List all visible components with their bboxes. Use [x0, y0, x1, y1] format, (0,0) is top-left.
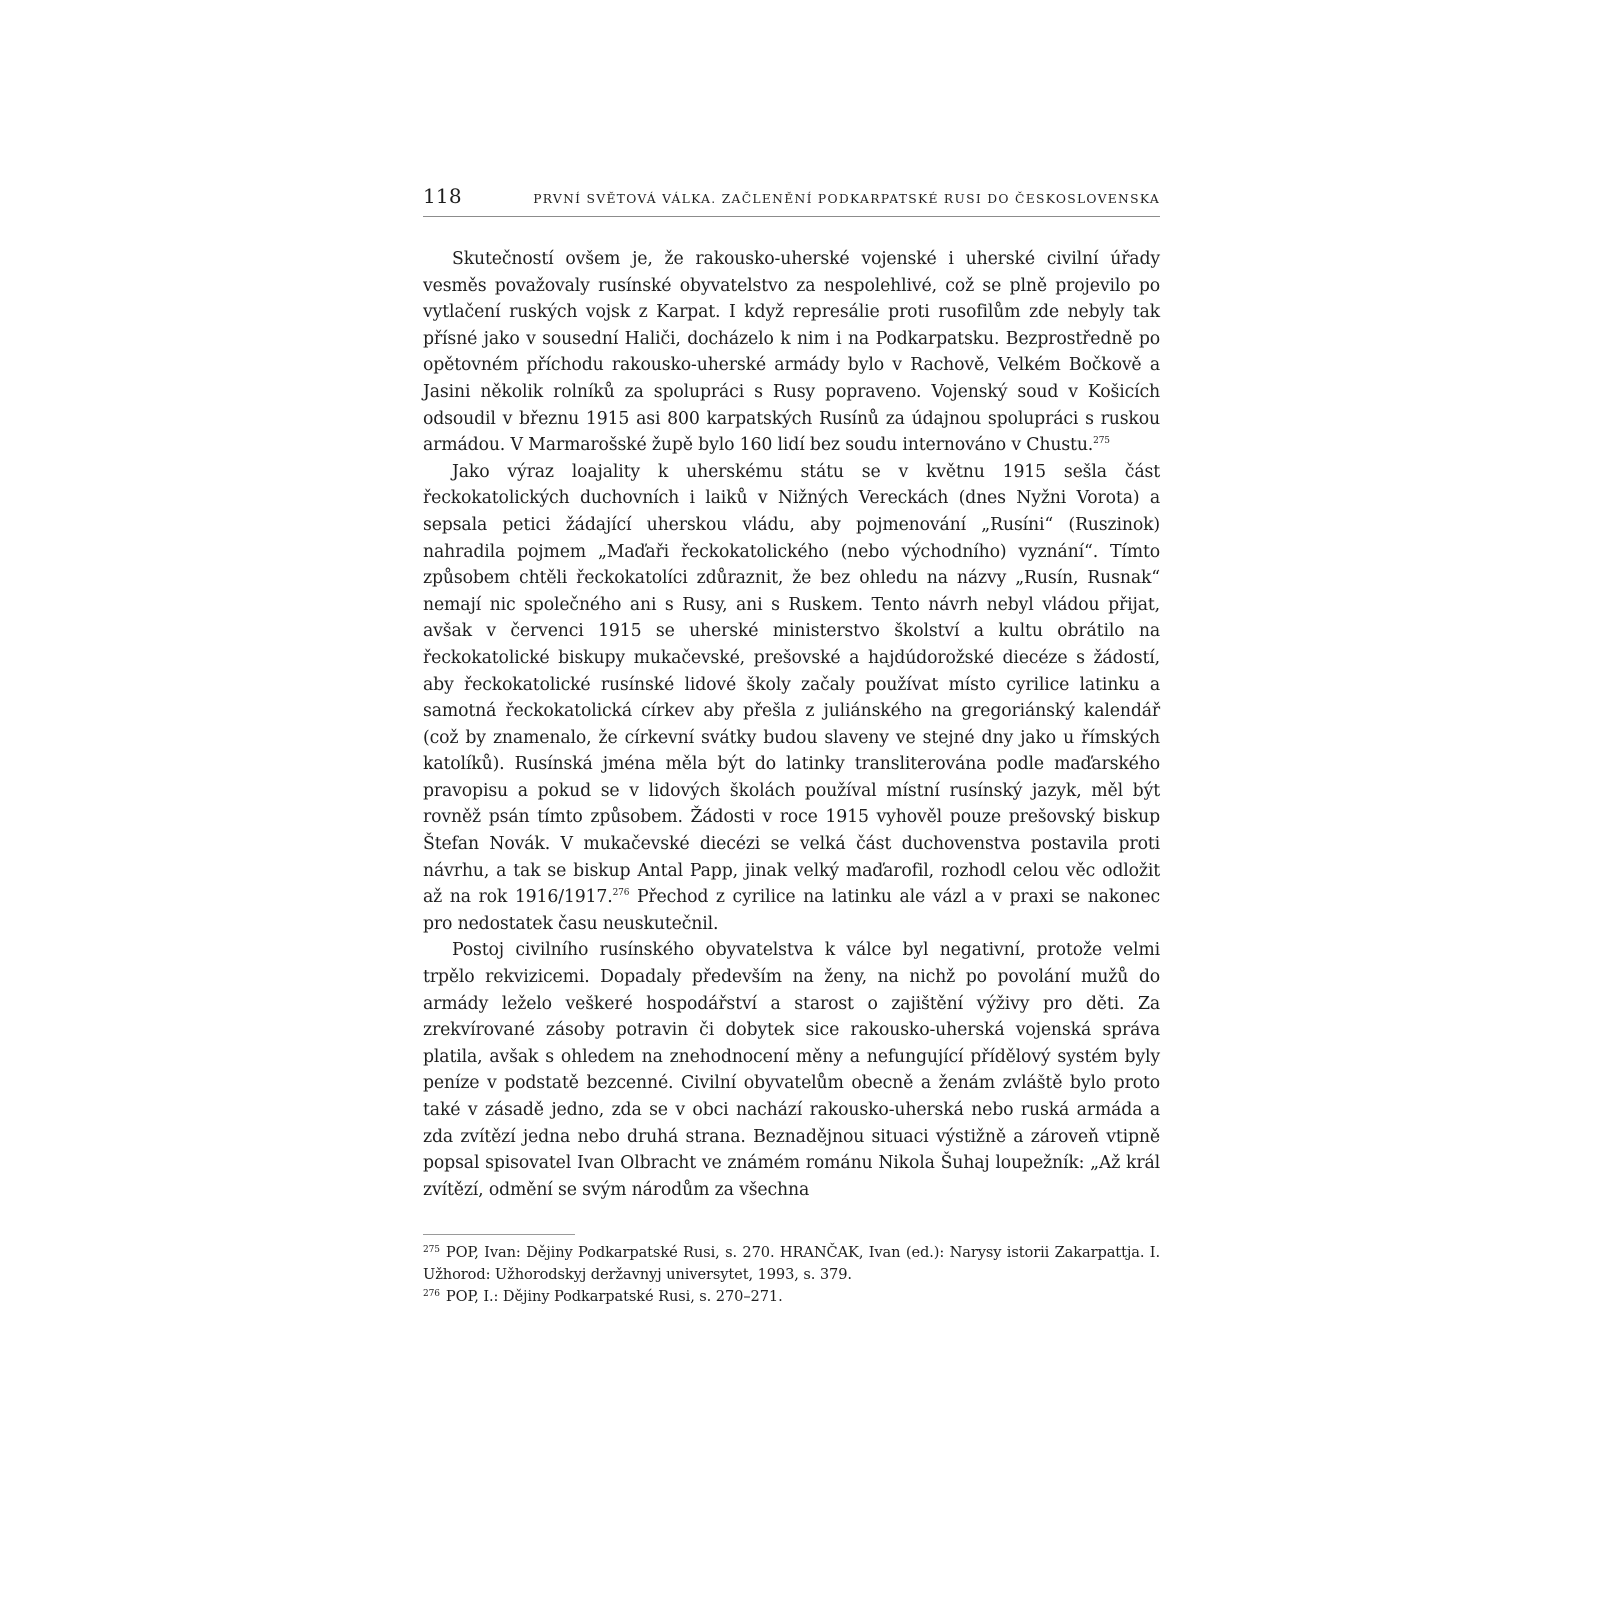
paragraph-2-tail: Přechod z cyrilice na latinku ale vázl a v praxi se nakonec pro nedostatek času neuskutečnil. [423, 887, 1160, 934]
footnote-text: POP, Ivan: Dějiny Podkarpatské Rusi, s. 270. HRANČAK, Ivan (ed.): Narysy istorii Zakarpattja. I. Užhorod: Užhorodskyj deržavnyj universytet, 1993, s. 379. [423, 1244, 1160, 1284]
paragraph-2 [423, 459, 1160, 938]
paragraph-1-text: Skutečností ovšem je, že rakousko-uherské vojenské i uherské civilní úřady vesměs považovaly rusínské obyvatelstvo za nespolehlivé, což se plně projevilo po vytlačení ruských vojsk z Karpat. I když represálie proti rusofilům zde nebyly tak přísné jako v sousední Haliči, docházelo k nim i na Podkarpatsku. Bezprostředně po opětovném příchodu rakousko-uherské armády bylo v Rachově, Velkém Bočkově a Jasini několik rolníků za spolupráci s Rusy popraveno. Vojenský soud v Košicích odsoudil v březnu 1915 asi 800 karpatských Rusínů za údajnou spolupráci s ruskou armádou. V Marmarošské župě bylo 160 lidí bez soudu internováno v Chustu. [423, 249, 1160, 456]
footnotes [423, 1242, 1160, 1308]
document-page [423, 184, 1160, 1308]
footnote-275 [423, 1242, 1160, 1286]
page-number: 118 [423, 184, 462, 208]
running-head [423, 184, 1160, 217]
footnote-number: 276 [423, 1289, 440, 1300]
paragraph-3 [423, 937, 1160, 1203]
paragraph-1 [423, 246, 1160, 459]
body-text [423, 246, 1160, 1203]
footnote-276 [423, 1286, 1160, 1308]
paragraph-2-text: Jako výraz loajality k uherskému státu se v květnu 1915 sešla část řeckokatolických duchovních i laiků v Nižných Vereckách (dnes Nyžni Vorota) a sepsala petici žádající uherskou vládu, aby pojmenování „Rusíni“ (Ruszinok) nahradila pojmem „Maďaři řeckokatolického (nebo východního) vyznání“. Tímto způsobem chtěli řeckokatolíci zdůraznit, že bez ohledu na názvy „Rusín, Rusnak“ nemají nic společného ani s Rusy, ani s Ruskem. Tento návrh nebyl vládou přijat, avšak v červenci 1915 se uherské ministerstvo školství a kultu obrátilo na řeckokatolické biskupy mukačevské, prešovské a hajdúdorožské diecéze s žádostí, aby řeckokatolické rusínské lidové školy začaly používat místo cyrilice latinku a samotná řeckokatolická církev aby přešla z juliánského na gregoriánský kalendář (což by znamenalo, že církevní svátky budou slaveny ve stejné dny jako u římských katolíků). Rusínská jména měla být do latinky transliterována podle maďarského pravopisu a pokud se v lidových školách používal místní rusínský jazyk, měl být rovněž psán tímto způsobem. Žádosti v roce 1915 vyhověl pouze prešovský biskup Štefan Novák. V mukačevské diecézi se velká část duchovenstva postavila proti návrhu, a tak se biskup Antal Papp, jinak velký maďarofil, rozhodl celou věc odložit až na rok 1916/1917. [423, 461, 1160, 908]
paragraph-3-text: Postoj civilního rusínského obyvatelstva k válce byl negativní, protože velmi trpělo rekvizicemi. Dopadaly především na ženy, na nichž po povolání mužů do armády leželo veškeré hospodářství a starost o zajištění výživy pro děti. Za zrekvírované zásoby potravin či dobytek sice rakousko-uherská vojenská správa platila, avšak s ohledem na znehodnocení měny a nefungující přídělový systém byly peníze v podstatě bezcenné. Civilní obyvatelům obecně a ženám zvláště bylo proto také v zásadě jedno, zda se v obci nachází rakousko-uherská nebo ruská armáda a zda zvítězí jedna nebo druhá strana. Beznadějnou situaci výstižně a zároveň vtipně popsal spisovatel Ivan Olbracht ve známém románu Nikola Šuhaj loupežník: „Až král zvítězí, odmění se svým národům za všechna [423, 940, 1160, 1200]
running-title: PRVNÍ SVĚTOVÁ VÁLKA. ZAČLENĚNÍ PODKARPATSKÉ RUSI DO ČESKOSLOVENSKA [533, 192, 1160, 206]
footnote-number: 275 [423, 1245, 440, 1256]
footnote-ref-276[interactable]: 276 [612, 888, 630, 899]
footnote-text: POP, I.: Dějiny Podkarpatské Rusi, s. 270–271. [445, 1288, 783, 1306]
footnote-separator [423, 1234, 575, 1235]
footnote-ref-275[interactable]: 275 [1093, 436, 1110, 447]
